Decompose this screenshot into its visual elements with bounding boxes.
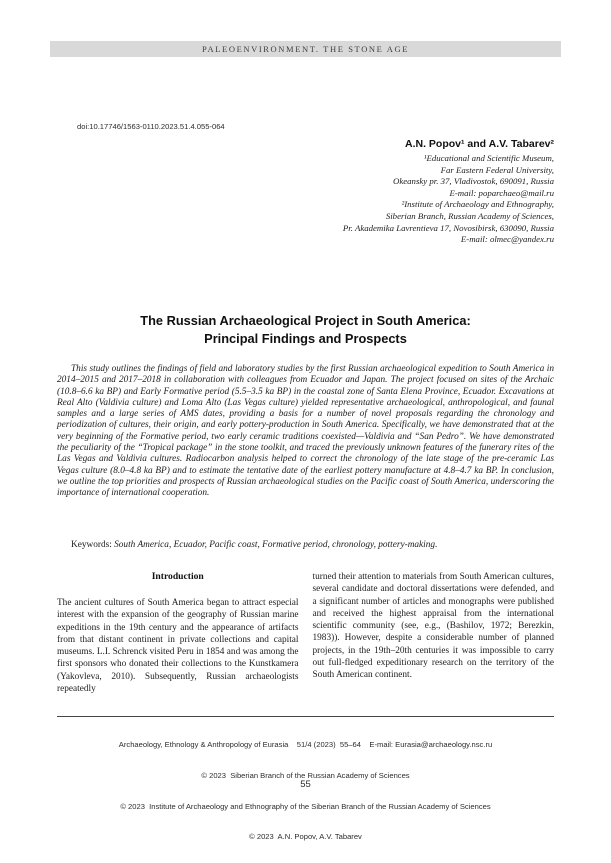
affiliation-line: ²Institute of Archaeology and Ethnography, — [401, 199, 554, 210]
footer-line-journal: Archaeology, Ethnology & Anthropology of Eurasia 51/4 (2023) 55–64 E-mail: Eurasia@archaeology.nsc.ru — [118, 740, 493, 750]
column-left-paragraph: The ancient cultures of South America began to attract especial interest with the expansion of the geography of Russian marine expeditions in the 19th century and the appearance of artifacts from that distant continent in private collections and capital museums. L.I. Schrenck visited Peru in 1854 and was among the first sponsors who donated their collections to the Kunstkamera (Yakovleva, 2010). Subsequently, Russian archaeologists repeatedly — [57, 598, 299, 695]
column-left — [57, 571, 299, 695]
footer-line-copyright-3: © 2023 A.N. Popov, A.V. Tabarev — [249, 832, 362, 842]
doi-text: doi:10.17746/1563-0110.2023.51.4.055-064 — [77, 122, 225, 131]
keywords-line — [57, 540, 554, 551]
footer-line-copyright-1: © 2023 Siberian Branch of the Russian Academy of Sciences — [201, 771, 410, 781]
two-column-body — [57, 571, 554, 695]
running-head: PALEOENVIRONMENT. THE STONE AGE — [50, 41, 561, 57]
affiliation-line: Far Eastern Federal University, — [440, 164, 554, 175]
affiliation-line: Siberian Branch, Russian Academy of Sciences, — [385, 210, 554, 221]
affiliation-email: E-mail: poparchaeo@mail.ru — [449, 187, 554, 198]
abstract-paragraph: This study outlines the findings of field and laboratory studies by the first Russian archaeological expedition to South America in 2014–2015 and 2017–2018 in collaboration with colleagues from Ecuador and Japan. The project focused on sites of the Archaic (10.8–6.6 ka BP) and Early Formative period (5.5–3.5 ka BP) in the coastal zone of Santa Elena Province, Ecuador. Excavations at Real Alto (Valdivia culture) and Loma Alto (Las Vegas culture) yielded representative archaeological, anthropological, and faunal samples and a large series of AMS dates, providing a basis for a number of novel proposals regarding the chronology and periodization of cultures, their origin, and early pottery-production in South America. Specifically, we have demonstrated that at the very beginning of the Formative period, two early ceramic traditions coexisted—Valdivia and “San Pedro”. We have demonstrated the peculiarity of the “Tropical package” in the stone toolkit, and traced the previously unknown features of the funerary rites of the Las Vegas and Valdivia cultures. Radiocarbon analysis helped to correct the chronology of the late stage of the pre-ceramic Las Vegas culture (8.0–4.8 ka BP) and to estimate the tentative date of the earliest pottery manufacture at 4.8–4.7 ka BP. In conclusion, we outline the top priorities and prospects of Russian archaeological studies on the Pacific coast of South America, underscoring the importance of international cooperation. — [57, 364, 554, 499]
affiliation-line: ¹Educational and Scientific Museum, — [423, 153, 554, 163]
column-right — [313, 571, 555, 695]
article-title-line2: Principal Findings and Prospects — [204, 331, 407, 346]
affiliation-line: Pr. Akademika Lavrentieva 17, Novosibirsk, 630090, Russia — [342, 222, 554, 233]
article-title-line1: The Russian Archaeological Project in South America: — [140, 313, 471, 328]
footer-divider — [57, 716, 554, 717]
column-right-paragraph: turned their attention to materials from South American cultures, several candidate and doctoral dissertations were defended, and a significant number of articles and monographs were published and received the highest appraisal from the international scientific community (see, e.g., (Bashilov, 1972; Berezkin, 1983)). However, despite a considerable number of planned projects, in the 19th–20th centuries it was impossible to carry out full-fledged expeditionary research on the territory of the South American continent. — [312, 572, 554, 681]
footer-block — [30, 720, 581, 863]
authors-line: A.N. Popov¹ and A.V. Tabarev² — [405, 138, 554, 150]
keywords-text: South America, Ecuador, Pacific coast, Formative period, chronology, pottery-making. — [111, 540, 438, 550]
page-number: 55 — [300, 779, 311, 790]
affiliation-email: E-mail: olmec@yandex.ru — [460, 234, 554, 245]
footer-line-copyright-2: © 2023 Institute of Archaeology and Ethnography of the Siberian Branch of the Russian Academy of Sciences — [120, 801, 491, 811]
article-title — [0, 312, 611, 348]
affiliation-line: Okeansky pr. 37, Vladivostok, 690091, Russia — [392, 176, 554, 187]
keywords-label: Keywords: — [71, 540, 112, 550]
section-heading-introduction: Introduction — [151, 571, 204, 582]
authors-block — [343, 138, 554, 246]
